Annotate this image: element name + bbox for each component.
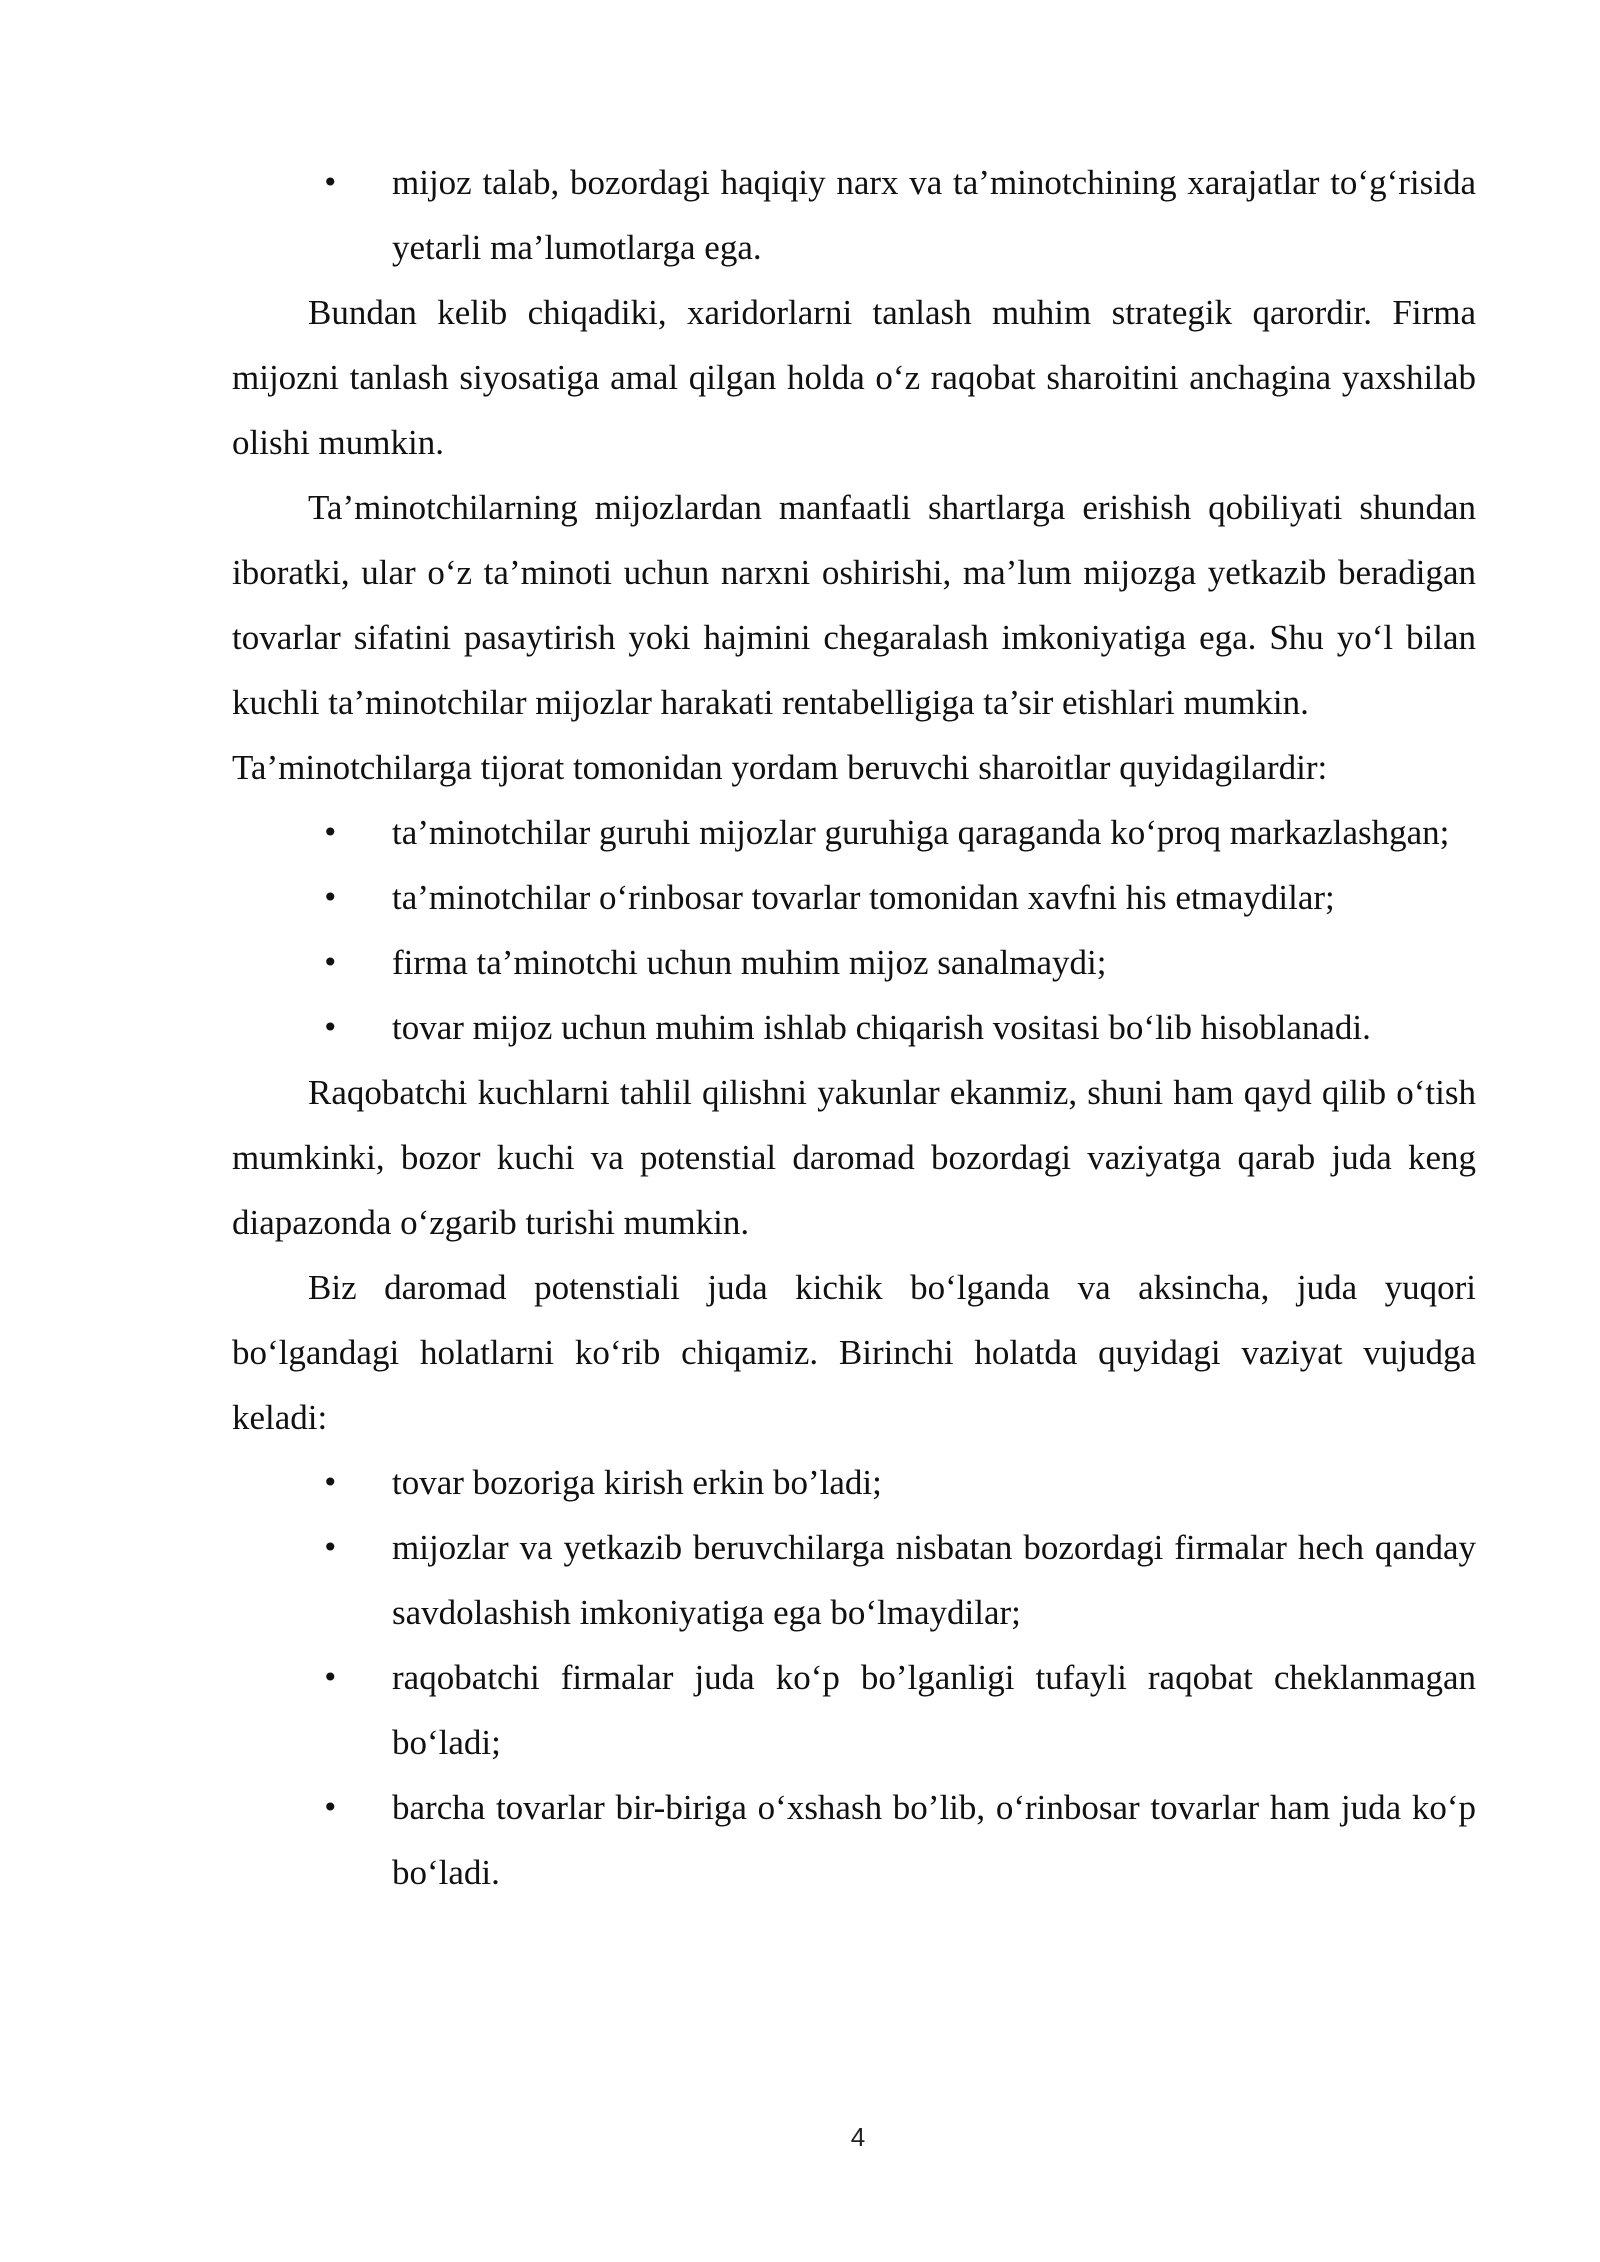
list-item <box>322 150 1476 280</box>
bullet-icon: • <box>322 1466 339 1499</box>
paragraph-supplier-conditions-intro: Ta’minotchilarga tijorat tomonidan yordam beruvchi sharoitlar quyidagilardir: <box>232 748 1328 787</box>
paragraph-supplier-power: Ta’minotchilarning mijozlardan manfaatli shartlarga erishish qobiliyati shundan iboratki, ular o‘z ta’minoti uchun narxni oshirishi, ma’lum mijozga yetkazib beradigan tovarlar sifatini pasaytirish yoki hajmini chegaralash imkoniyatiga ega. Shu yo‘l bilan kuchli ta’minotchilar mijozlar harakati rentabelligiga ta’sir etishlari mumkin. <box>232 488 1476 722</box>
list-item <box>322 1775 1476 1905</box>
list-item-text: barcha tovarlar bir-biriga o‘xshash bo’lib, o‘rinbosar tovarlar ham juda ko‘p bo‘ladi. <box>392 1788 1476 1892</box>
list-item <box>322 930 1476 995</box>
list-item-text: mijozlar va yetkazib beruvchilarga nisbatan bozordagi firmalar hech qanday savdolashish imkoniyatiga ega bo‘lmaydilar; <box>392 1528 1476 1632</box>
list-item <box>322 1450 1476 1515</box>
bullet-icon: • <box>322 881 339 914</box>
list-item-text: raqobatchi firmalar juda ko‘p bo’lganligi tufayli raqobat cheklanmagan bo‘ladi; <box>392 1658 1476 1762</box>
list-item-text: mijoz talab, bozordagi haqiqiy narx va ta’minotchining xarajatlar to‘g‘risida yetarli ma’lumotlarga ega. <box>392 163 1476 267</box>
bullet-icon: • <box>322 166 339 199</box>
bullet-icon: • <box>322 1531 339 1564</box>
bullet-icon: • <box>322 1661 339 1694</box>
list-item-text: tovar bozoriga kirish erkin bo’ladi; <box>392 1463 882 1502</box>
bullet-icon: • <box>322 1011 339 1044</box>
bullet-list-c <box>232 1450 1476 1905</box>
list-item <box>322 800 1476 865</box>
list-item-text: firma ta’minotchi uchun muhim mijoz sanalmaydi; <box>392 943 1107 982</box>
list-item <box>322 865 1476 930</box>
list-item-text: ta’minotchilar guruhi mijozlar guruhiga qaraganda ko‘proq markazlashgan; <box>392 813 1450 852</box>
bullet-list-b <box>232 800 1476 1060</box>
bullet-list-a <box>232 150 1476 280</box>
list-item <box>322 1515 1476 1645</box>
paragraph-customer-selection: Bundan kelib chiqadiki, xaridorlarni tanlash muhim strategik qarordir. Firma mijozni tanlash siyosatiga amal qilgan holda o‘z raqobat sharoitini anchagina yaxshilab olishi mumkin. <box>232 293 1476 462</box>
bullet-icon: • <box>322 816 339 849</box>
paragraph-competitive-forces-summary: Raqobatchi kuchlarni tahlil qilishni yakunlar ekanmiz, shuni ham qayd qilib o‘tish mumkinki, bozor kuchi va potenstial daromad bozordagi vaziyatga qarab juda keng diapazonda o‘zgarib turishi mumkin. <box>232 1073 1476 1242</box>
list-item-text: ta’minotchilar o‘rinbosar tovarlar tomonidan xavfni his etmaydilar; <box>392 878 1335 917</box>
bullet-icon: • <box>322 1791 339 1824</box>
list-item <box>322 1645 1476 1775</box>
page-number: 4 <box>850 2122 866 2152</box>
document-page <box>232 150 1476 1905</box>
list-item-text: tovar mijoz uchun muhim ishlab chiqarish vositasi bo‘lib hisoblanadi. <box>392 1008 1371 1047</box>
paragraph-income-potential: Biz daromad potenstiali juda kichik bo‘lganda va aksincha, juda yuqori bo‘lgandagi holatlarni ko‘rib chiqamiz. Birinchi holatda quyidagi vaziyat vujudga keladi: <box>232 1268 1476 1437</box>
bullet-icon: • <box>322 946 339 979</box>
list-item <box>322 995 1476 1060</box>
